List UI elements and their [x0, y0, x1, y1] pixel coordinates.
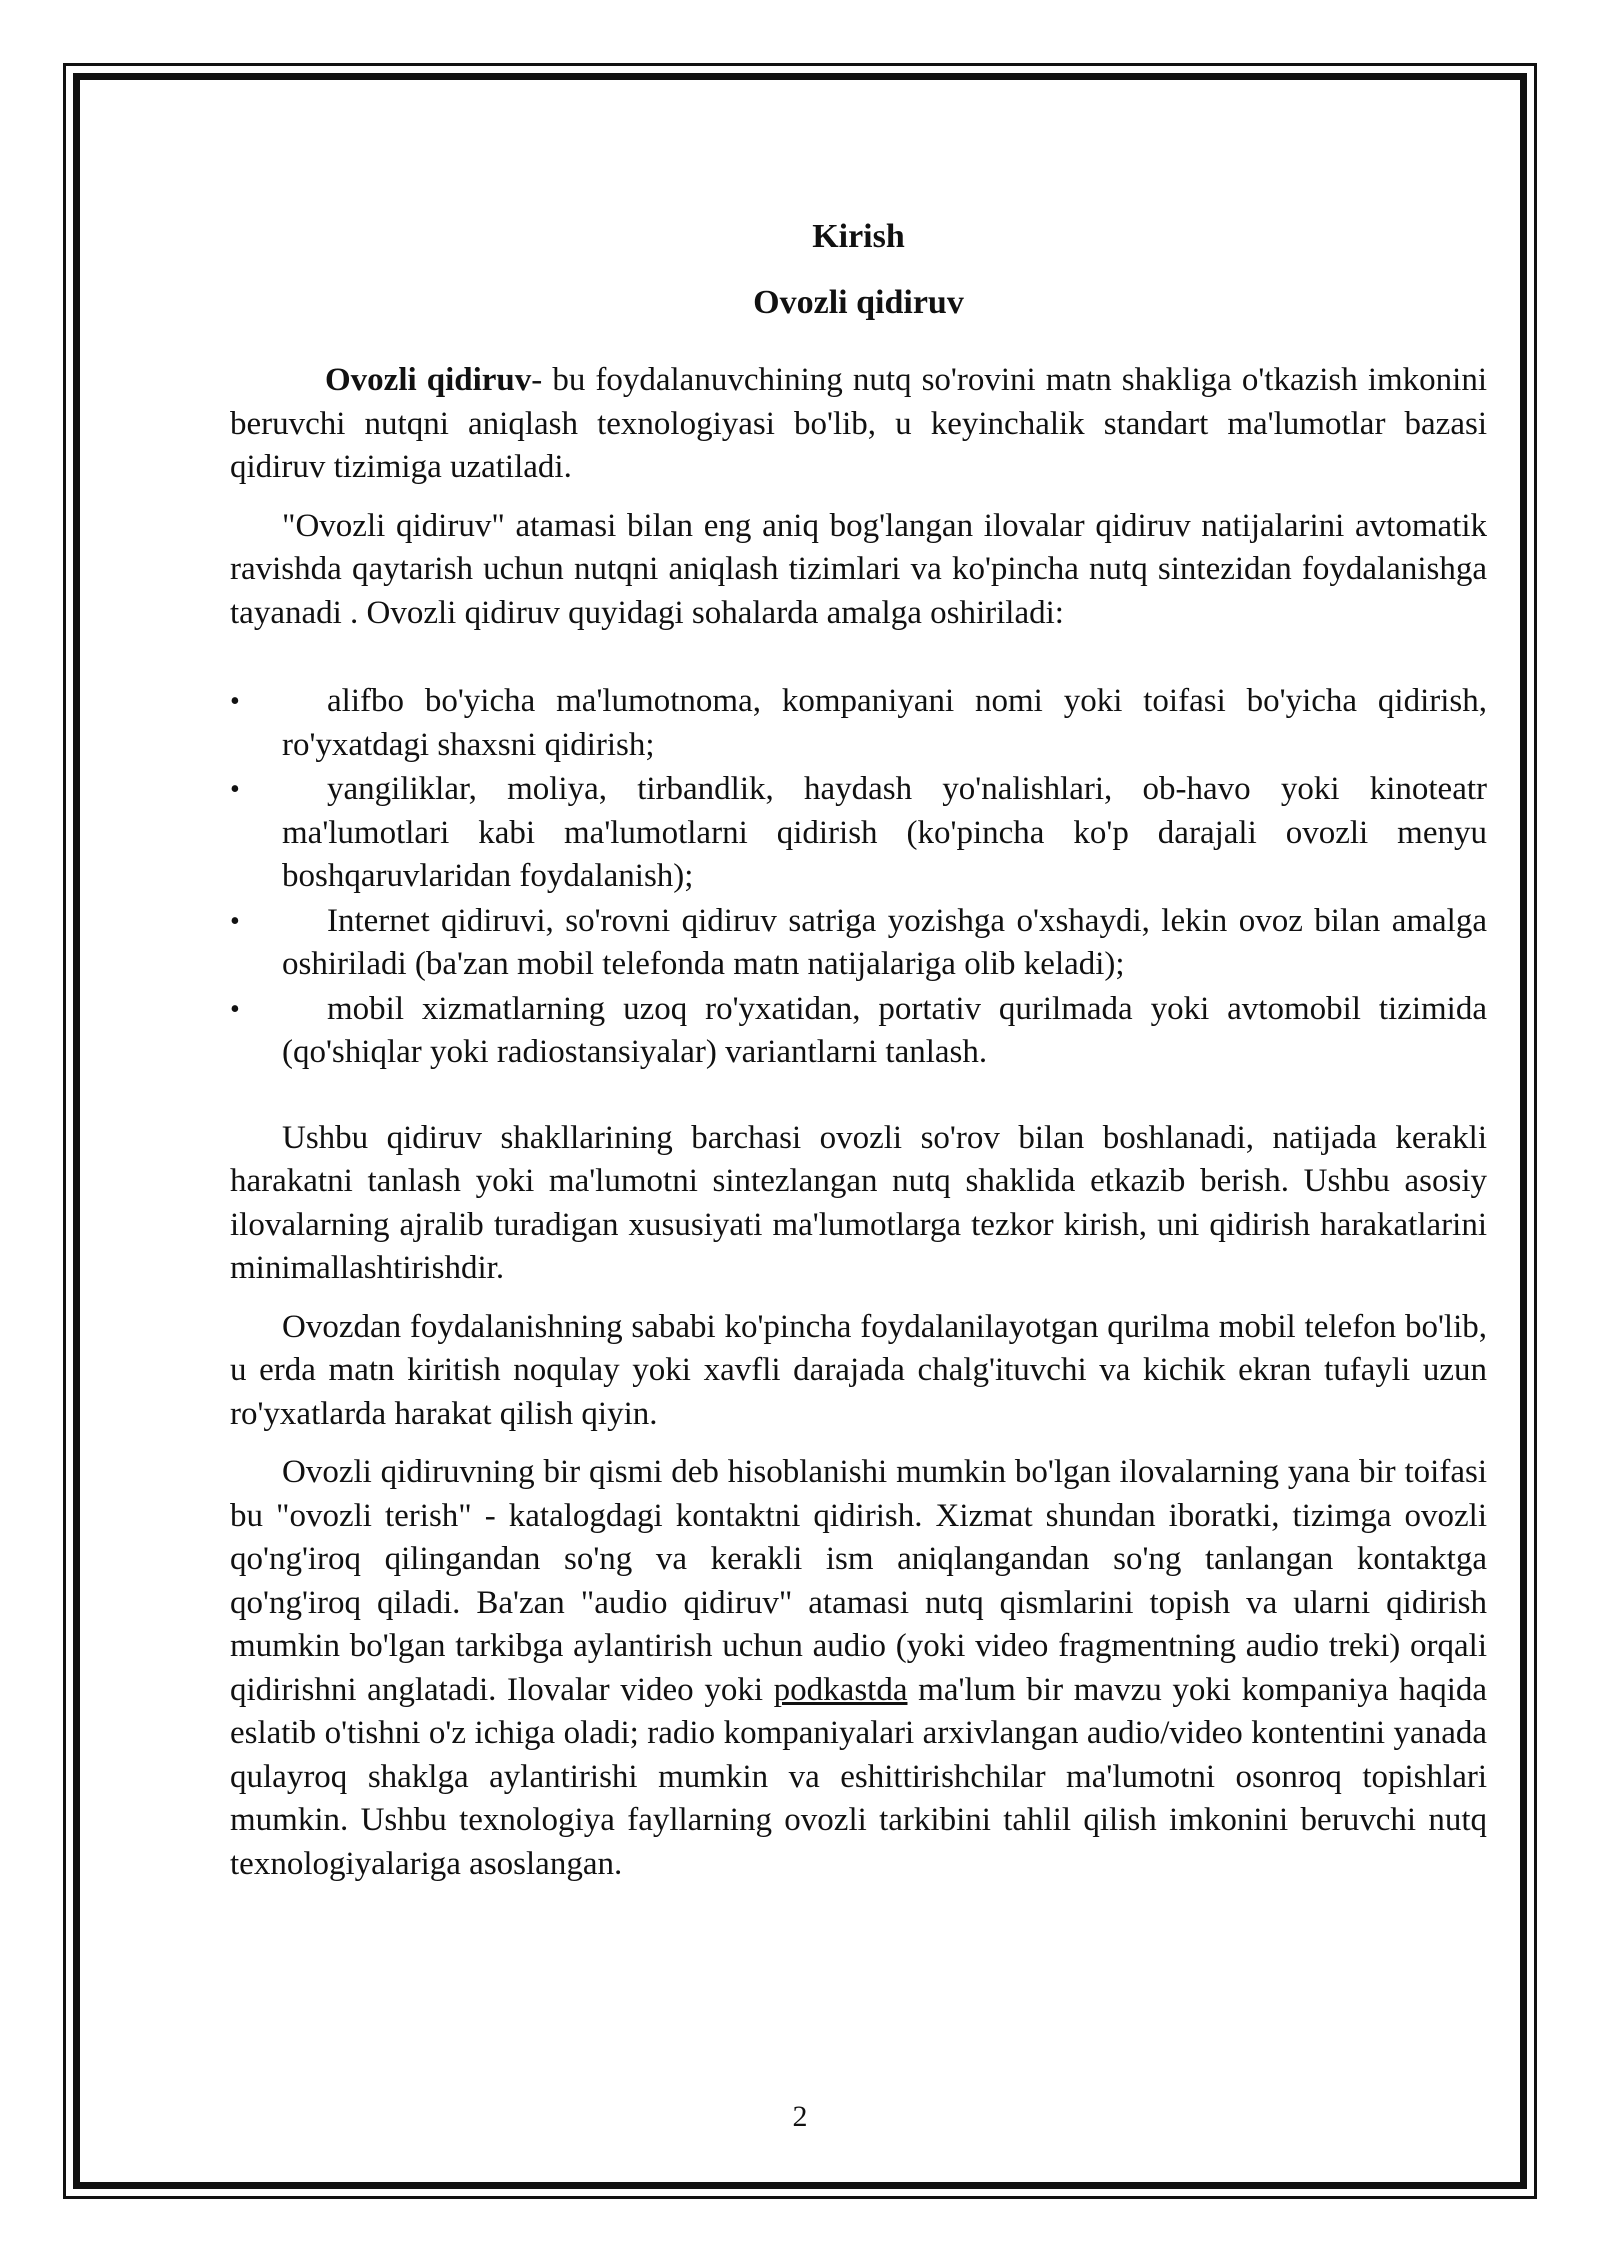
- bullet-icon: •: [230, 686, 240, 717]
- list-item: [230, 680, 1487, 767]
- list-item: [230, 900, 1487, 987]
- podcast-link[interactable]: podkastda: [773, 1671, 908, 1708]
- bullet-icon: •: [230, 993, 240, 1025]
- bullet-icon: •: [230, 774, 240, 805]
- list-item-text: Internet qidiruvi, so'rovni qidiruv satriga yozishga o'xshaydi, lekin ovoz bilan amalga oshiriladi (ba'zan mobil telefonda matn natijalariga olib keladi);: [282, 902, 1487, 982]
- list-item: [230, 768, 1487, 899]
- list-item-text: yangiliklar, moliya, tirbandlik, haydash yo'nalishlari, ob-havo yoki kinoteatr ma'lumotlari kabi ma'lumotlarni qidirish (ko'pincha ko'p darajali ovozli menyu boshqaruvlaridan foydalanish);: [282, 771, 1487, 894]
- paragraph-intro: "Ovozli qidiruv" atamasi bilan eng aniq bog'langan ilovalar qidiruv natijalarini avtomatik ravishda qaytarish uchun nutqni aniqlash tizimlari va ko'pincha nutq sintezidan foydalanishga tayanadi . Ovozli qidiruv quyidagi sohalarda amalga oshiriladi:: [230, 507, 1487, 631]
- section-title: Ovozli qidiruv: [753, 284, 964, 321]
- paragraph-summary: Ushbu qidiruv shakllarining barchasi ovozli so'rov bilan boshlanadi, natijada kerakli harakatni tanlash yoki ma'lumotni sintezlangan nutq shaklida etkazib berish. Ushbu asosiy ilovalarning ajralib turadigan xususiyati ma'lumotlarga tezkor kirish, uni qidirish harakatlarini minimallashtirishdir.: [230, 1119, 1487, 1286]
- paragraph-voice-dial: [230, 1451, 1487, 1886]
- bullet-list: [230, 680, 1487, 1075]
- definition-term: Ovozli qidiruv: [325, 362, 532, 398]
- list-item: [230, 988, 1487, 1075]
- paragraph-text-end: ma'lum bir mavzu yoki kompaniya haqida eslatib o'tishni o'z ichiga oladi; radio kompaniyalari arxivlangan audio/video kontentini yanada qulayroq shaklga aylantirishi mumkin va eshittirishchilar ma'lumotni osonroq topishlari mumkin. Ushbu texnologiya fayllarning ovozli tarkibini tahlil qilish imkonini beruvchi nutq texnologiyalariga asoslangan.: [230, 1671, 1488, 1882]
- document-body: [230, 215, 1487, 1901]
- paragraph-mobile: Ovozdan foydalanishning sababi ko'pincha foydalanilayotgan qurilma mobil telefon bo'lib, u erda matn kiritish noqulay yoki xavfli darajada chalg'ituvchi va kichik ekran tufayli uzun ro'yxatlarda harakat qilish qiyin.: [230, 1308, 1487, 1432]
- bullet-icon: •: [230, 905, 240, 937]
- list-item-text: alifbo bo'yicha ma'lumotnoma, kompaniyani nomi yoki toifasi bo'yicha qidirish, ro'yxatdagi shaxsni qidirish;: [282, 683, 1487, 763]
- paragraph-definition: [230, 359, 1487, 490]
- list-item-text: mobil xizmatlarning uzoq ro'yxatidan, portativ qurilmada yoki avtomobil tizimida (qo'shiqlar yoki radiostansiyalar) variantlarni tanlash.: [282, 990, 1487, 1070]
- definition-text: - bu foydalanuvchining nutq so'rovini matn shakliga o'tkazish imkonini beruvchi nutqni aniqlash texnologiyasi bo'lib, u keyinchalik standart ma'lumotlar bazasi qidiruv tizimiga uzatiladi.: [230, 362, 1487, 485]
- page-number: 2: [792, 2100, 808, 2133]
- page-title: Kirish: [812, 218, 905, 255]
- paragraph-text-start: Ovozli qidiruvning bir qismi deb hisoblanishi mumkin bo'lgan ilovalarning yana bir toifasi bu "ovozli terish" - katalogdagi kontaktni qidirish. Xizmat shundan iboratki, tizimga ovozli qo'ng'iroq qilingandan so'ng va kerakli ism aniqlangandan so'ng tanlangan kontaktga qo'ng'iroq qiladi. Ba'zan "audio qidiruv" atamasi nutq qismlarini topish va ularni qidirish mumkin bo'lgan tarkibga aylantirish uchun audio (yoki video fragmentning audio treki) orqali qidirishni anglatadi. Ilovalar video yoki: [230, 1454, 1487, 1708]
